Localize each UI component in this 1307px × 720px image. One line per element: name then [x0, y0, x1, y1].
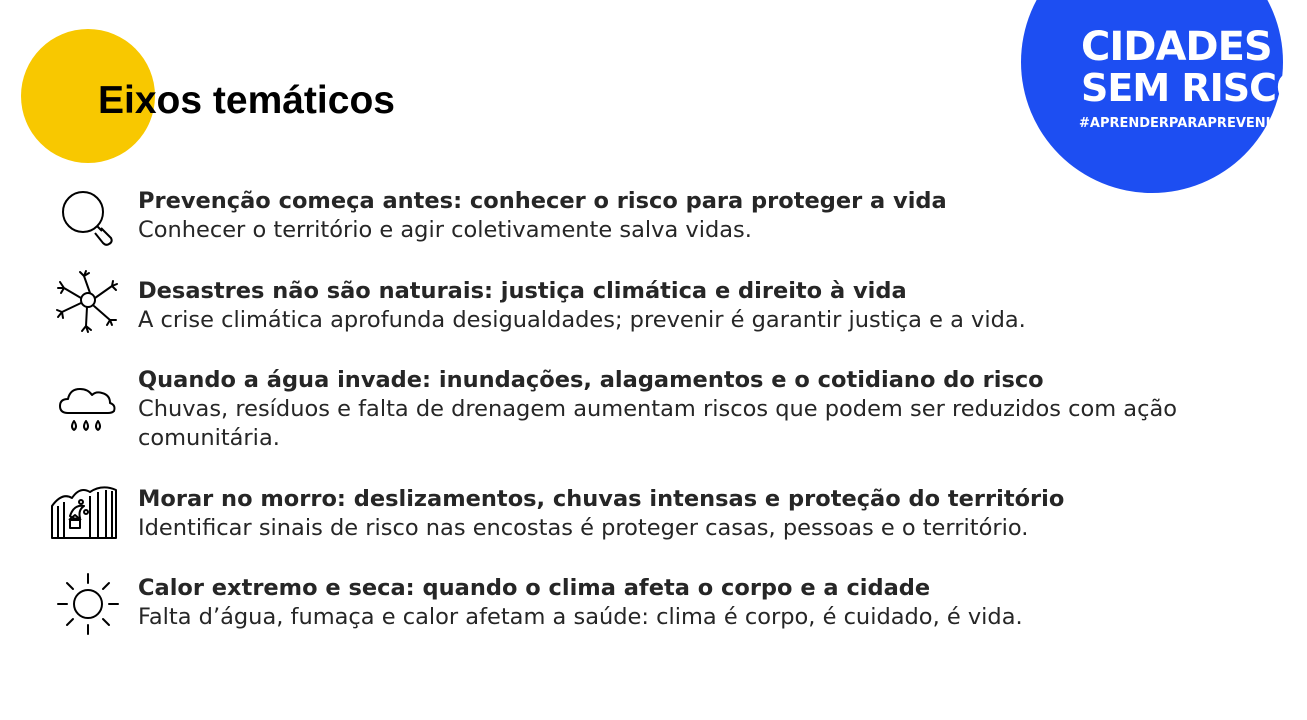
- page-title: Eixos temáticos: [98, 79, 395, 122]
- landslide-icon: [50, 476, 122, 548]
- topic-description: Conhecer o território e agir coletivamente salva vidas.: [138, 217, 752, 243]
- joined-hands-icon: [50, 268, 122, 340]
- topic-description: A crise climática aprofunda desigualdades; prevenir é garantir justiça e a vida.: [138, 307, 1026, 333]
- topic-description: Identificar sinais de risco nas encostas é proteger casas, pessoas e o território.: [138, 515, 1029, 541]
- topic-heading: Calor extremo e seca: quando o clima afeta o corpo e a cidade: [138, 575, 931, 601]
- magnifier-icon: [50, 186, 122, 258]
- rain-cloud-icon: [50, 375, 122, 447]
- topic-heading: Prevenção começa antes: conhecer o risco para proteger a vida: [138, 188, 947, 214]
- sun-icon: [50, 570, 122, 642]
- cidades-sem-risco-logo: [1021, 0, 1307, 193]
- logo-line-2: SEM RISCO: [1081, 66, 1307, 110]
- logo-line-1: CIDADES: [1081, 24, 1272, 70]
- topic-heading: Morar no morro: deslizamentos, chuvas intensas e proteção do território: [138, 486, 1065, 512]
- logo-hashtag: #APRENDERPARAPREVENIR: [1079, 116, 1281, 131]
- topic-heading: Quando a água invade: inundações, alagamentos e o cotidiano do risco: [138, 367, 1044, 393]
- topic-description: Falta d’água, fumaça e calor afetam a saúde: clima é corpo, é cuidado, é vida.: [138, 604, 1023, 630]
- topic-heading: Desastres não são naturais: justiça climática e direito à vida: [138, 278, 907, 304]
- topic-description: Chuvas, resíduos e falta de drenagem aumentam riscos que podem ser reduzidos com ação comunitária.: [138, 396, 1178, 451]
